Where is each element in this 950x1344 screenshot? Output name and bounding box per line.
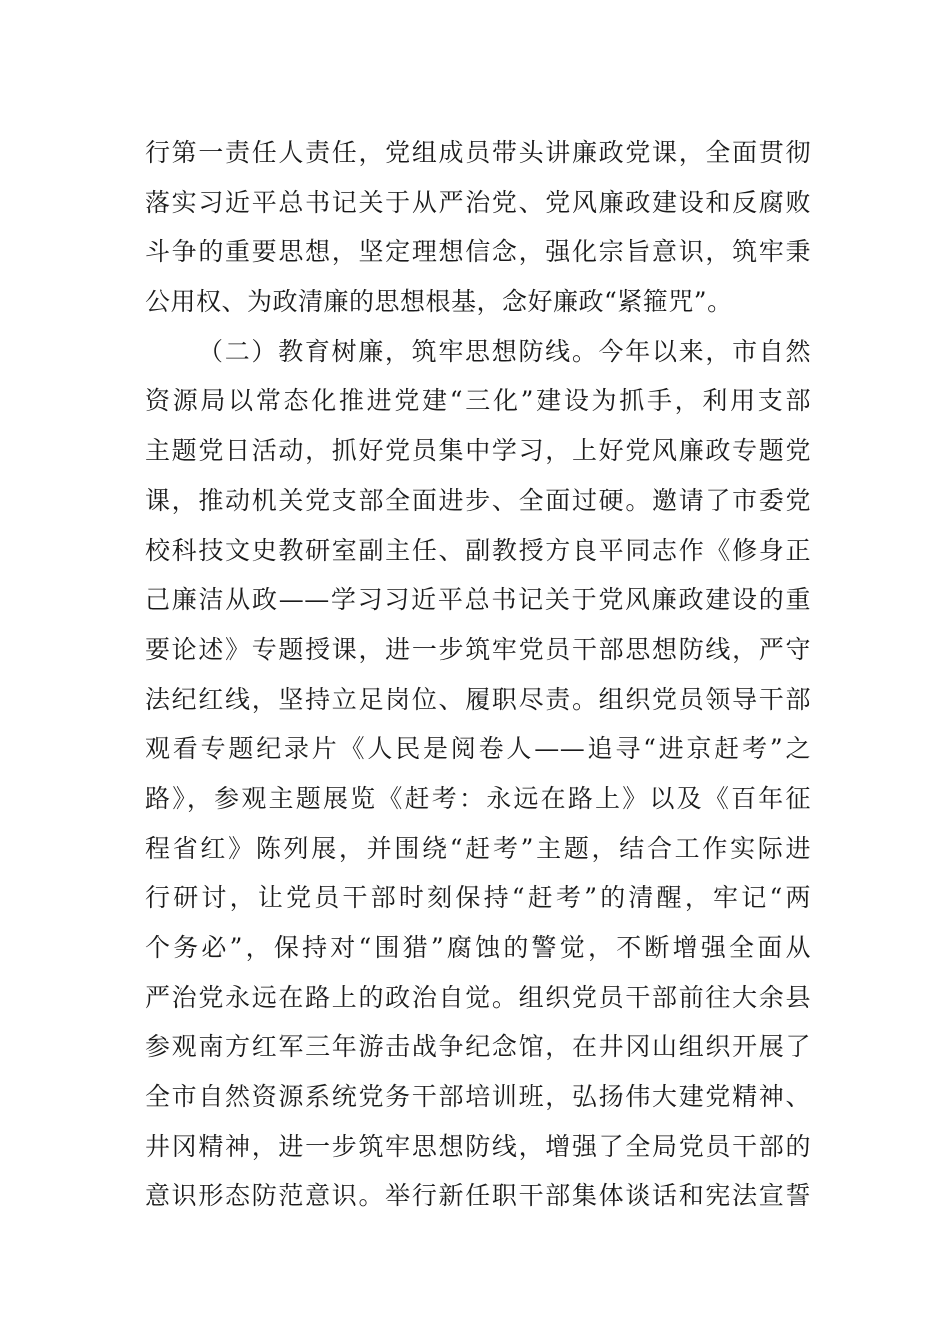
text-line-2: 落实习近平总书记关于从严治党、党风廉政建设和反腐败 — [145, 187, 811, 217]
text-line-6: 资源局以常态化推进党建“三化”建设为抓手，利用支部 — [145, 386, 811, 416]
text-line-17: 个务必”，保持对“围猎”腐蚀的警觉，不断增强全面从 — [145, 933, 811, 962]
text-line-20: 全市自然资源系统党务干部培训班，弘扬伟大建党精神、 — [145, 1082, 811, 1112]
text-line-14: 路》，参观主题展览《赶考：永远在路上》以及《百年征 — [145, 783, 811, 813]
text-line-11: 要论述》专题授课，进一步筑牢党员干部思想防线，严守 — [145, 634, 811, 664]
body-text — [145, 128, 811, 1221]
text-line-8: 课，推动机关党支部全面进步、全面过硬。邀请了市委党 — [145, 485, 811, 515]
text-line-13: 观看专题纪录片《人民是阅卷人——追寻“进京赶考”之 — [145, 734, 811, 764]
text-line-22: 意识形态防范意识。举行新任职干部集体谈话和宪法宣誓 — [145, 1181, 811, 1211]
text-line-10: 己廉洁从政——学习习近平总书记关于党风廉政建设的重 — [145, 585, 811, 615]
text-line-19: 参观南方红军三年游击战争纪念馆，在井冈山组织开展了 — [145, 1032, 811, 1062]
text-line-16: 行研讨，让党员干部时刻保持“赶考”的清醒，牢记“两 — [145, 883, 811, 913]
text-line-4: 公用权、为政清廉的思想根基，念好廉政“紧箍咒”。 — [145, 287, 733, 317]
text-line-1: 行第一责任人责任，党组成员带头讲廉政党课，全面贯彻 — [145, 138, 811, 167]
text-line-9: 校科技文史教研室副主任、副教授方良平同志作《修身正 — [145, 535, 811, 565]
text-line-7: 主题党日活动，抓好党员集中学习，上好党风廉政专题党 — [145, 436, 811, 466]
text-line-18: 严治党永远在路上的政治自觉。组织党员干部前往大余县 — [145, 982, 811, 1012]
text-line-21: 井冈精神，进一步筑牢思想防线，增强了全局党员干部的 — [145, 1131, 811, 1161]
text-line-3: 斗争的重要思想，坚定理想信念，强化宗旨意识，筑牢秉 — [145, 237, 811, 267]
text-line-12: 法纪红线，坚持立足岗位、履职尽责。组织党员领导干部 — [145, 684, 811, 714]
section-heading-line: （二）教育树廉，筑牢思想防线。今年以来，市自然 — [198, 336, 811, 366]
text-line-15: 程省红》陈列展，并围绕“赶考”主题，结合工作实际进 — [145, 833, 811, 863]
